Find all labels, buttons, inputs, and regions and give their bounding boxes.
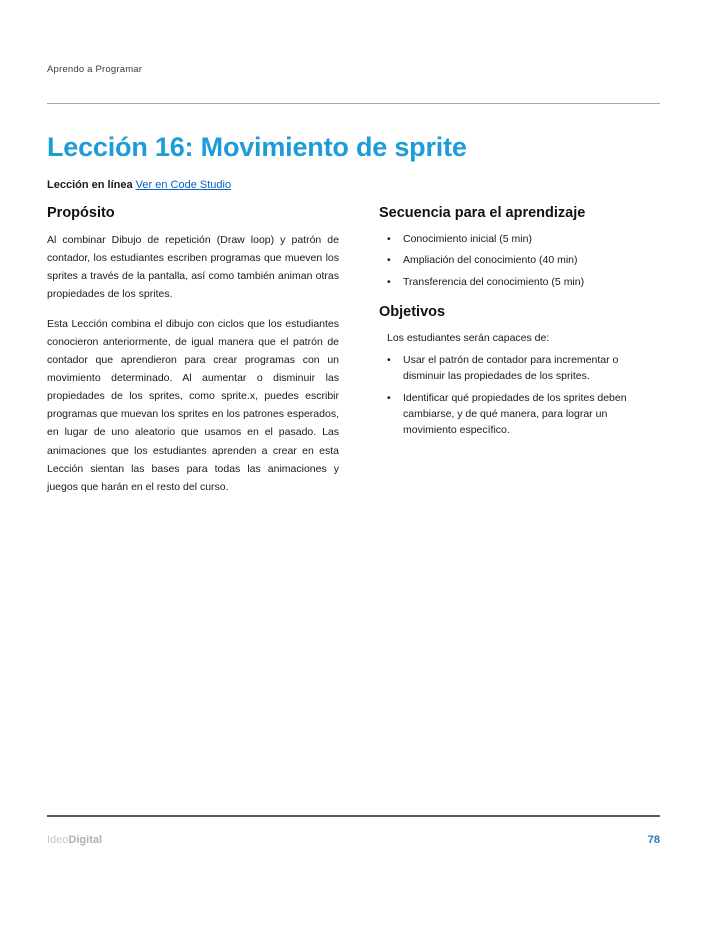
purpose-paragraph-2: Esta Lección combina el dibujo con ciclos que los estudiantes conocieron anteriormente, de igual manera que el patrón de contador que aprendieron para crear programas con un movimiento determinado. Al aumentar o disminuir las propiedades de los sprites, como sprite.x, puedes escribir programas que muevan los sprites en los patrones esperados, en lugar de uno aleatorio que usamos en el pasado. Las animaciones que los estudiantes aprenden a crear en esta Lección sientan las bases para todas las animaciones y juegos que harán en el resto del curso. bbox=[47, 318, 339, 493]
page-title: Lección 16: Movimiento de sprite bbox=[47, 132, 467, 162]
footer-brand-logo bbox=[47, 834, 102, 846]
learning-sequence-list bbox=[385, 231, 660, 290]
objectives-heading: Objetivos bbox=[379, 303, 446, 320]
document-footer bbox=[47, 834, 660, 846]
list-item: • Identificar qué propiedades de los sprites deben cambiarse, y de qué manera, para lograr un movimiento específico. bbox=[385, 390, 660, 439]
page-number: 78 bbox=[647, 834, 660, 846]
list-item: • Transferencia del conocimiento (5 min) bbox=[385, 274, 660, 290]
online-lesson-label: Lección en línea bbox=[47, 179, 133, 191]
sequence-objectives-column bbox=[379, 205, 660, 508]
list-item: • Usar el patrón de contador para incrementar o disminuir las propiedades de los sprites. bbox=[385, 352, 660, 385]
two-column-layout bbox=[47, 205, 660, 508]
purpose-heading: Propósito bbox=[47, 205, 115, 221]
list-item: • Conocimiento inicial (5 min) bbox=[385, 231, 660, 247]
purpose-paragraph-1: Al combinar Dibujo de repetición (Draw loop) y patrón de contador, los estudiantes escriben programas que mueven los sprites a través de la pantalla, así como también animan otras propiedades de los sprites. bbox=[47, 234, 339, 301]
code-studio-link[interactable]: Ver en Code Studio bbox=[135, 179, 232, 191]
online-lesson-row bbox=[47, 179, 660, 191]
learning-sequence-heading: Secuencia para el aprendizaje bbox=[379, 205, 586, 221]
footer-brand-light: Ideo bbox=[47, 834, 69, 846]
footer-brand-bold: Digital bbox=[68, 834, 103, 846]
objectives-intro: Los estudiantes serán capaces de: bbox=[387, 331, 550, 344]
list-item: • Ampliación del conocimiento (40 min) bbox=[385, 252, 660, 268]
footer-divider bbox=[47, 815, 660, 817]
purpose-column bbox=[47, 205, 339, 508]
document-header-brand: Aprendo a Programar bbox=[47, 64, 143, 75]
objectives-list bbox=[385, 352, 660, 438]
header-divider bbox=[47, 103, 660, 104]
